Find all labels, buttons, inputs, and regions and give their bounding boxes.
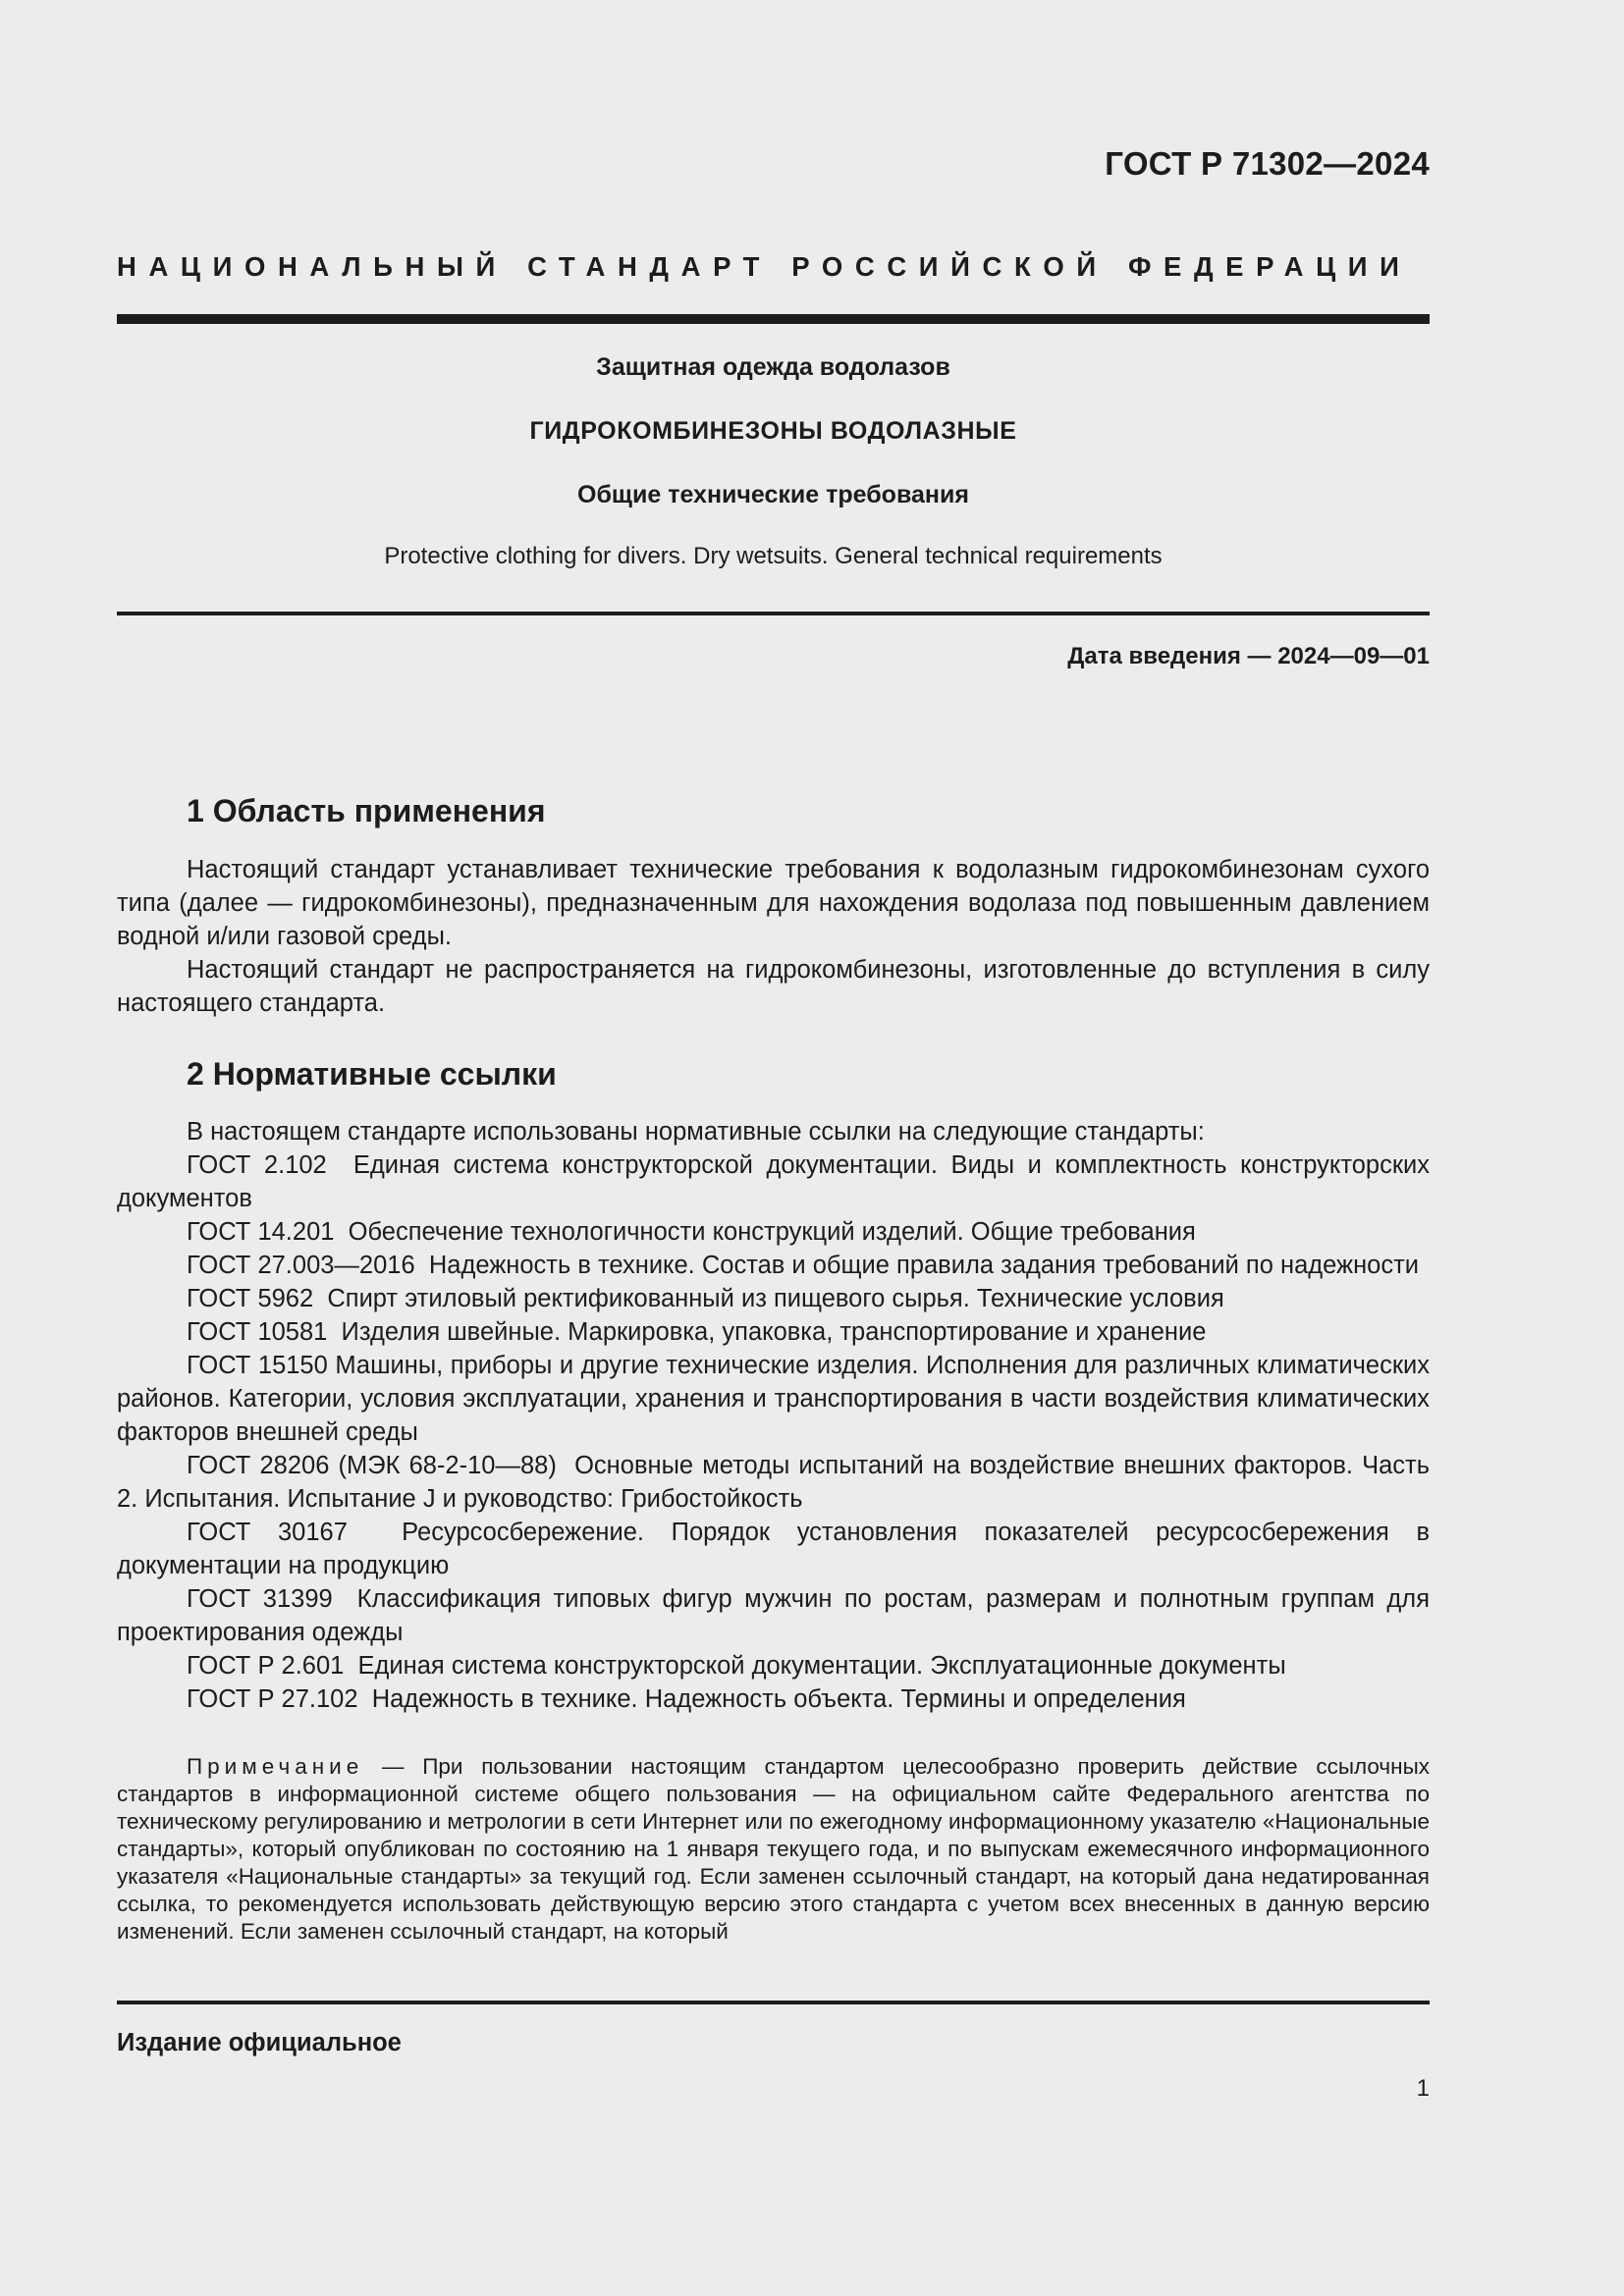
references-list [117,1115,1430,1716]
references-note [117,1753,1430,1946]
reference-item: ГОСТ Р 2.601 Единая система конструкторской документации. Эксплуатационные документы [187,1652,1286,1680]
section-1-paragraph-2: Настоящий стандарт не распространяется на гидрокомбинезоны, изготовленные до вступления в силу настоящего стандарта. [117,956,1430,1017]
title-line-3: Общие технические требования [577,481,969,508]
english-title: Protective clothing for divers. Dry wetsuits. General technical requirements [384,543,1163,569]
title-line-2: ГИДРОКОМБИНЕЗОНЫ ВОДОЛАЗНЫЕ [529,417,1017,445]
reference-item: ГОСТ 31399 Классификация типовых фигур мужчин по ростам, размерам и полнотным группам для проектирования одежды [117,1585,1430,1646]
document-number: ГОСТ Р 71302—2024 [1105,145,1430,182]
page-number: 1 [1416,2075,1430,2102]
official-edition-label: Издание официальное [117,2029,402,2056]
reference-item: ГОСТ 28206 (МЭК 68-2-10—88) Основные методы испытаний на воздействие внешних факторов. Часть 2. Испытания. Испытание J и руководство: Грибостойкость [117,1452,1431,1513]
note-text: — При пользовании настоящим стандартом целесообразно проверить действие ссылочных стандартов в информационной системе общего пользования — на официальном сайте Федерального агентства по техническому регулированию и метрологии в сети Интернет или по ежегодному информационному указателю «Национальные стандарты», который опубликован по состоянию на 1 января текущего года, и по выпускам ежемесячного информационного указателя «Национальные стандарты» за текущий год. Если заменен ссылочный стандарт, на который дана недатированная ссылка, то рекомендуется использовать действующую версию этого стандарта с учетом всех внесенных в данную версию изменений. Если заменен ссылочный стандарт, на который [117,1754,1430,1944]
reference-item: ГОСТ 14.201 Обеспечение технологичности конструкций изделий. Общие требования [187,1218,1196,1246]
reference-item: ГОСТ 15150 Машины, приборы и другие технические изделия. Исполнения для различных климатических районов. Категории, условия эксплуатации, хранения и транспортирования в части воздействия климатических факторов внешней среды [117,1352,1431,1446]
national-standard-title: НАЦИОНАЛЬНЫЙ СТАНДАРТ РОССИЙСКОЙ ФЕДЕРАЦИИ [117,251,1412,282]
footer-divider [117,2001,1430,2004]
title-divider [117,612,1430,615]
reference-item: ГОСТ 5962 Спирт этиловый ректификованный из пищевого сырья. Технические условия [187,1285,1224,1312]
reference-item: ГОСТ Р 27.102 Надежность в технике. Надежность объекта. Термины и определения [187,1685,1186,1713]
section-2-heading: 2 Нормативные ссылки [187,1056,557,1092]
section-1-paragraph-1: Настоящий стандарт устанавливает технические требования к водолазным гидрокомбинезонам сухого типа (далее — гидрокомбинезоны), предназначенным для нахождения водолаза под повышенным давлением водной и/или газовой среды. [117,856,1430,950]
note-label: Примечание [187,1754,364,1779]
header-divider [117,314,1430,324]
reference-item: ГОСТ 10581 Изделия швейные. Маркировка, упаковка, транспортирование и хранение [187,1318,1207,1346]
introduction-date: Дата введения — 2024—09—01 [1067,643,1430,669]
title-line-1: Защитная одежда водолазов [596,353,950,381]
reference-item: ГОСТ 30167 Ресурсосбережение. Порядок установления показателей ресурсосбережения в документации на продукцию [117,1519,1430,1579]
reference-item: ГОСТ 27.003—2016 Надежность в технике. Состав и общие правила задания требований по надежности [187,1252,1420,1279]
section-1-heading: 1 Область применения [187,793,546,828]
references-intro: В настоящем стандарте использованы нормативные ссылки на следующие стандарты: [187,1118,1205,1146]
reference-item: ГОСТ 2.102 Единая система конструкторской документации. Виды и комплектность конструкторских документов [117,1151,1430,1212]
